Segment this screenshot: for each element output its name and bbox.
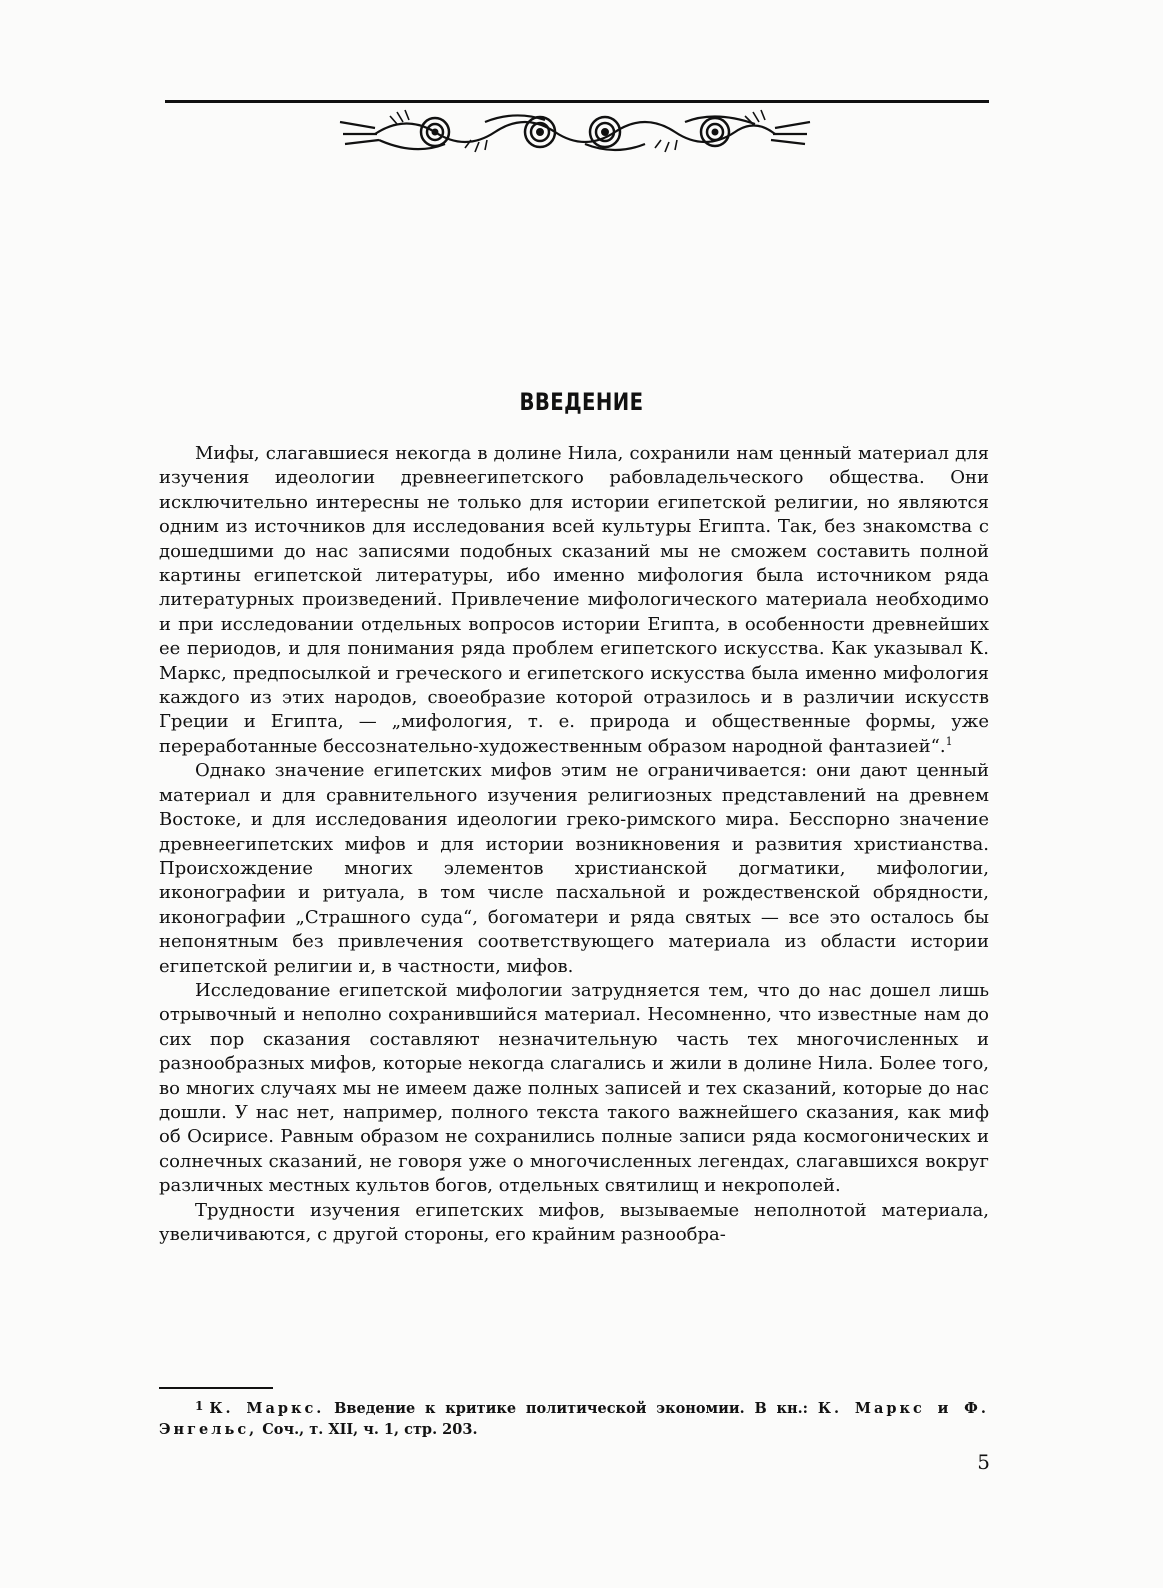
footnote-source: Соч., т. XII, ч. 1, стр. 203. [262, 1421, 478, 1438]
paragraph: Исследование египетской мифологии затрудняется тем, что до нас дошел лишь отрывочный и неполно сохранившийся материал. Несомненно, что известные нам до сих пор сказания составляют незначительную часть тех многочисленных и разнообразных мифов, которые некогда слагались и жили в долине Нила. Более того, во многих случаях мы не имеем даже полных записей и тех сказаний, которые до нас дошли. У нас нет, например, полного текста такого важнейшего сказания, как миф об Осирисе. Равным образом не сохранились полные записи ряда космогонических и солнечных сказаний, не говоря уже о многочисленных легендах, слагавшихся вокруг различных местных культов богов, отдельных святилищ и некрополей. [159, 979, 989, 1197]
page-title: ВВЕДЕНИЕ [519, 388, 644, 416]
footnote-editors: К. Маркс и Ф. Энгельс, [159, 1400, 989, 1438]
paragraph: Однако значение египетских мифов этим не ограничивается: они дают ценный материал и для сравнительного изучения религиозных представлений на древнем Востоке, и для исследования идеологии греко-римского мира. Бесспорно значение древнеегипетских мифов и для истории возникновения и развития христианства. Происхождение многих элементов христианской догматики, мифологии, иконографии и ритуала, в том числе пасхальной и рождественской обрядности, иконографии „Страшного суда“, богоматери и ряда святых — все это осталось бы непонятным без привлечения соответствующего материала из области истории египетской религии и, в частности, мифов. [159, 760, 989, 977]
paragraph: Трудности изучения египетских мифов, вызываемые неполнотой материала, увеличиваются, с другой стороны, его крайним разнообра- [159, 1199, 989, 1245]
footnote-number: 1 [195, 1399, 204, 1413]
footnote [159, 1396, 989, 1440]
footnote-title: Введение к критике политической экономии. В кн.: [334, 1400, 809, 1417]
decorative-ornament-icon [335, 104, 815, 160]
paragraph [159, 442, 989, 759]
main-text [159, 442, 989, 1247]
header-rule [165, 100, 989, 103]
paragraph-text: Мифы, слагавшиеся некогда в долине Нила, сохранили нам ценный материал для изучения идеологии древнеегипетского рабовладельческого общества. Они исключительно интересны не только для истории египетской религии, но являются одним из источников для исследования всей культуры Египта. Так, без знакомства с дошедшими до нас записями подобных сказаний мы не сможем составить полной картины египетской литературы, ибо именно мифология была источником ряда литературных произведений. Привлечение мифологического материала необходимо и при исследовании отдельных вопросов истории Египта, в особенности древнейших ее периодов, и для понимания ряда проблем египетского искусства. Как указывал К. Маркс, предпосылкой и греческого и египетского искусства была именно мифология каждого из этих народов, своеобразие которой отразилось и в различии искусств Греции и Египта, — „мифология, т. е. природа и общественные формы, уже переработанные бессознательно-художественным образом народной фантазией“. [159, 443, 989, 757]
page-number: 5 [977, 1450, 990, 1474]
footnote-rule [159, 1387, 273, 1389]
footnote-reference[interactable]: 1 [945, 734, 953, 748]
footnote-author: К. Маркс. [209, 1400, 325, 1417]
